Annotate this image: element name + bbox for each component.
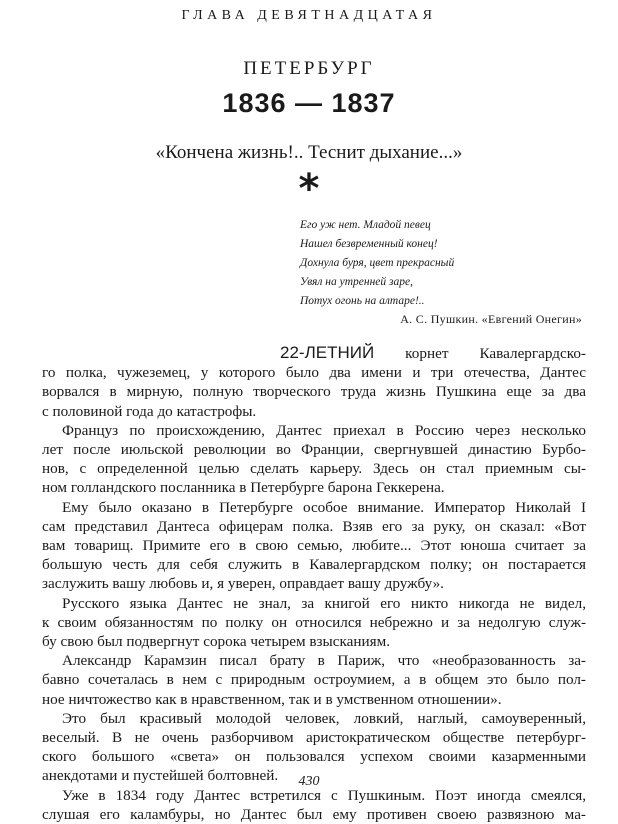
text-line: Александр Карамзин писал брату в Париж, что «необразованность за-: [62, 652, 586, 670]
text-line: ном голландского посланника в Петербурге барона Геккерена.: [42, 479, 445, 497]
chapter-subtitle: «Кончена жизнь!.. Теснит дыхание...»: [155, 142, 463, 163]
text-line: го полка, чужеземец, у которого было два имени и три отечества, Дантес: [42, 364, 586, 382]
text-line: Русского языка Дантес не знал, за книгой его никто никогда не видел,: [62, 594, 586, 612]
text-fragment: корнет Кавалергардско-: [374, 345, 586, 362]
text-line: ворвался в мирную, полную творческого труда жизнь Пушкина еще за два: [42, 383, 586, 401]
text-line: бавно сочеталась в нем с природным остроумием, а в общем это было пол-: [42, 671, 586, 689]
text-line: нов, с определенной целью сделать карьеру. Здесь он стал приемным сы-: [42, 460, 586, 478]
text-line: Уже в 1834 году Дантес встретился с Пушкиным. Поэт иногда смеялся,: [62, 786, 586, 804]
text-line: слушая его каламбуры, но Дантес был ему противен своею развязною ма-: [42, 805, 586, 823]
text-line: с половиной года до катастрофы.: [42, 402, 257, 420]
asterisk-ornament: *: [298, 166, 320, 212]
page-number: 430: [298, 774, 320, 789]
epigraph-line: Его уж нет. Младой певец: [300, 219, 431, 231]
chapter-title: ПЕТЕРБУРГ: [243, 58, 375, 79]
text-line: ное ничтожество как в нравственном, так и в умственном отношении».: [42, 690, 502, 708]
text-line: Это был красивый молодой человек, ловкий, наглый, самоуверенный,: [62, 709, 586, 727]
epigraph-line: Увял на утренней заре,: [300, 276, 413, 288]
body-text: [42, 343, 586, 824]
text-line: анекдотами и пустейшей болтовней.: [42, 767, 279, 785]
text-line: заслужить вашу любовь и, я уверен, оправдает вашу дружбу».: [42, 575, 444, 593]
text-line: лет после июльской революции во Франции, свергнувшей династию Бурбо-: [42, 441, 586, 459]
text-line: Француз по происхождению, Дантес приехал в Россию через несколько: [62, 421, 586, 439]
text-line: ского большого «света» он пользовался успехом своими казарменными: [42, 748, 586, 766]
text-line: большую честь для себя служить в Кавалергардском полку; он постарается: [42, 556, 586, 574]
epigraph-attribution: А. С. Пушкин. «Евгений Онегин»: [400, 312, 582, 326]
chapter-years: 1836 — 1837: [222, 88, 396, 118]
text-line: сам представил Дантеса офицерам полка. Взяв его за руку, он сказал: «Вот: [42, 517, 586, 535]
chapter-heading: ГЛАВА ДЕВЯТНАДЦАТАЯ: [181, 8, 437, 23]
text-line: к своим обязанностям по полку он относился небрежно и за недолгую служ-: [42, 613, 586, 631]
text-line: вам товарищ. Примите его в свою семью, любите... Этот юноша считает за: [42, 537, 586, 555]
text-line: [42, 343, 586, 363]
epigraph-line: Нашел безвременный конец!: [300, 238, 438, 250]
drop-cap-word: 22-ЛЕТНИЙ: [280, 343, 375, 362]
text-line: веселый. В не очень разборчивом аристократическом обществе петербург-: [42, 729, 586, 747]
epigraph-line: Потух огонь на алтаре!..: [300, 295, 425, 307]
text-line: Ему было оказано в Петербурге особое внимание. Император Николай I: [62, 498, 586, 516]
epigraph-line: Дохнула буря, цвет прекрасный: [300, 257, 455, 269]
text-line: бу свою был подвергнут сорока четырем взысканиям.: [42, 633, 391, 651]
epigraph: [300, 216, 454, 311]
